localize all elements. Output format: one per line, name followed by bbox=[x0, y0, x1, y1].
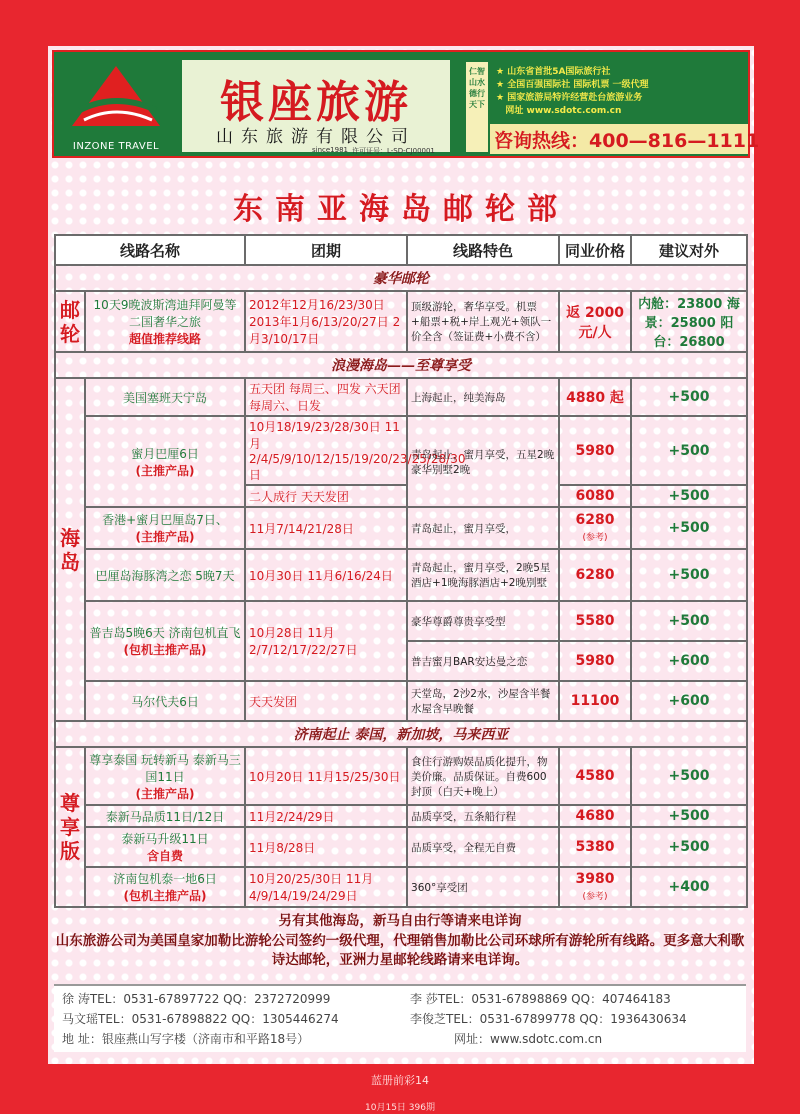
trade-price: 11100 bbox=[559, 681, 631, 721]
trade-price: 4880 起 bbox=[559, 378, 631, 416]
col-header: 团期 bbox=[245, 235, 407, 265]
route-features: 青岛起止，蜜月享受，2晚5星酒店+1晚海豚酒店+2晚别墅 bbox=[407, 549, 559, 601]
route-table bbox=[54, 234, 746, 908]
route-features: 品质享受，五条船行程 bbox=[407, 805, 559, 827]
trade-price: 5380 bbox=[559, 827, 631, 867]
route-name: 马尔代夫6日 bbox=[85, 681, 245, 721]
route-dates: 10月30日 11月6/16/24日 bbox=[245, 549, 407, 601]
table-row bbox=[55, 549, 747, 601]
route-dates: 11月2/24/29日 bbox=[245, 805, 407, 827]
trade-price: 5580 bbox=[559, 601, 631, 641]
route-features: 青岛起止，蜜月享受， bbox=[407, 507, 559, 549]
route-name: 10天9晚波斯湾迪拜阿曼等二国奢华之旅 超值推荐线路 bbox=[85, 291, 245, 352]
header-banner bbox=[52, 50, 760, 158]
table-row bbox=[55, 747, 747, 805]
route-dates: 10月28日 11月2/7/12/17/22/27日 bbox=[245, 601, 407, 681]
category-premium: 尊享版 bbox=[55, 747, 85, 907]
route-features: 青岛起止，蜜月享受，五星2晚豪华别墅2晚 bbox=[407, 416, 559, 507]
retail-price: +600 bbox=[631, 681, 747, 721]
route-features: 普吉蜜月BAR安达曼之恋 bbox=[407, 641, 559, 681]
band-jinan: 济南起止 泰国，新加坡，马来西亚 bbox=[55, 721, 747, 747]
route-features: 天堂岛，2沙2水，沙屋含半餐水屋含早晚餐 bbox=[407, 681, 559, 721]
trade-price: 4680 bbox=[559, 805, 631, 827]
company-name: 山东旅游有限公司 bbox=[216, 127, 416, 147]
trade-price: 4580 bbox=[559, 747, 631, 805]
category-cruise: 邮轮 bbox=[55, 291, 85, 352]
table-row bbox=[55, 601, 747, 641]
section-title: 东南亚海岛邮轮部 bbox=[233, 192, 569, 227]
company-logo bbox=[60, 62, 172, 152]
category-island: 海岛 bbox=[55, 378, 85, 721]
notice-line-2: 山东旅游公司为美国皇家加勒比游轮公司签约一级代理，代理销售加勒比公司环球所有游轮所有线路。更多意大利歌诗达邮轮，亚洲力星邮轮线路请来电详询。 bbox=[55, 933, 745, 968]
notice-line-1: 另有其他海岛，新马自由行等请来电详询 bbox=[278, 913, 522, 929]
table-row bbox=[55, 378, 747, 416]
col-header: 建议对外 bbox=[631, 235, 747, 265]
route-features: 豪华尊爵尊贵享受型 bbox=[407, 601, 559, 641]
col-header: 同业价格 bbox=[559, 235, 631, 265]
retail-price: +500 bbox=[631, 805, 747, 827]
contact-row: 李 莎TEL：0531-67898869 QQ：407464183 bbox=[410, 992, 671, 1006]
contact-row: 马文瑶TEL：0531-67898822 QQ：1305446274 bbox=[62, 1012, 339, 1026]
hotline-panel bbox=[490, 124, 760, 154]
contact-row: 李俊芝TEL：0531-67899778 QQ：1936430634 bbox=[410, 1012, 687, 1026]
retail-price: +500 bbox=[631, 747, 747, 805]
trade-price: 返 2000元/人 bbox=[559, 291, 631, 352]
route-dates: 10月20日 11月15/25/30日 bbox=[245, 747, 407, 805]
title-panel bbox=[182, 60, 450, 155]
trade-price: 5980 bbox=[559, 641, 631, 681]
brand-cn: 银座旅游 bbox=[220, 77, 412, 128]
retail-price: +500 bbox=[631, 827, 747, 867]
table-row bbox=[55, 507, 747, 549]
retail-price: +400 bbox=[631, 867, 747, 907]
route-dates: 2012年12月16/23/30日 2013年1月6/13/20/27日 2月3/10/17日 bbox=[245, 291, 407, 352]
retail-price: +500 bbox=[631, 601, 747, 641]
route-features: 360°享受团 bbox=[407, 867, 559, 907]
since-label: since1981 bbox=[312, 146, 348, 154]
license-number: 许可证号：L-SD-CJ00001 bbox=[352, 147, 435, 155]
route-name: 济南包机泰一地6日 (包机主推产品) bbox=[85, 867, 245, 907]
route-name: 蜜月巴厘6日 (主推产品) bbox=[85, 416, 245, 507]
route-dates: 10月18/19/23/28/30日 11月2/4/5/9/10/12/15/19/20/23/25/28/30日 bbox=[245, 416, 407, 485]
route-name: 尊享泰国 玩转新马 泰新马三国11日 (主推产品) bbox=[85, 747, 245, 805]
retail-price: +500 bbox=[631, 378, 747, 416]
qual-item: 网址 www.sdotc.com.cn bbox=[505, 106, 622, 116]
route-name: 香港+蜜月巴厘岛7日、 (主推产品) bbox=[85, 507, 245, 549]
address: 地 址：银座燕山写字楼（济南市和平路18号） bbox=[62, 1032, 310, 1046]
mountain-logo-icon bbox=[60, 62, 172, 134]
table-row bbox=[55, 867, 747, 907]
retail-price: +500 bbox=[631, 507, 747, 549]
website-link[interactable]: 网址：www.sdotc.com.cn bbox=[454, 1032, 603, 1046]
contact-panel bbox=[54, 984, 746, 1052]
trade-price: 5980 bbox=[559, 416, 631, 485]
table-row bbox=[55, 681, 747, 721]
trade-price: 6080 bbox=[559, 485, 631, 507]
route-name: 巴厘岛海豚湾之恋 5晚7天 bbox=[85, 549, 245, 601]
retail-price: 内舱：23800 海景：25800 阳台：26800 bbox=[631, 291, 747, 352]
route-dates: 二人成行 天天发团 bbox=[245, 485, 407, 507]
qual-item: ★ 国家旅游局特许经营赴台旅游业务 bbox=[496, 93, 643, 103]
route-features: 品质享受，全程无自费 bbox=[407, 827, 559, 867]
qual-item: ★ 全国百强国际社 国际机票 一级代理 bbox=[496, 80, 649, 90]
slogan: 仁智山水 德行天下 bbox=[466, 62, 488, 152]
col-header: 线路特色 bbox=[407, 235, 559, 265]
trade-price: 6280 (参考) bbox=[559, 507, 631, 549]
trade-price: 6280 bbox=[559, 549, 631, 601]
route-name: 泰新马升级11日 含自费 bbox=[85, 827, 245, 867]
qual-item: ★ 山东省首批5A国际旅行社 bbox=[496, 67, 611, 77]
contact-row: 徐 涛TEL：0531-67897722 QQ：2372720999 bbox=[62, 992, 331, 1006]
route-features: 上海起止，纯美海岛 bbox=[407, 378, 559, 416]
route-dates: 11月7/14/21/28日 bbox=[245, 507, 407, 549]
table-row bbox=[55, 416, 747, 485]
route-features: 顶级游轮，奢华享受。机票+船票+税+岸上观光+领队一价全含（签证费+小费不含） bbox=[407, 291, 559, 352]
route-name: 美国塞班天宁岛 bbox=[85, 378, 245, 416]
route-dates: 10月20/25/30日 11月4/9/14/19/24/29日 bbox=[245, 867, 407, 907]
band-cruise: 豪华邮轮 bbox=[55, 265, 747, 291]
issue-date: 10月15日 396期 bbox=[365, 1103, 435, 1113]
trade-price: 3980 (参考) bbox=[559, 867, 631, 907]
route-name: 泰新马品质11日/12日 bbox=[85, 805, 245, 827]
retail-price: +600 bbox=[631, 641, 747, 681]
page-number: 蓝册前彩14 bbox=[371, 1074, 429, 1087]
retail-price: +500 bbox=[631, 416, 747, 485]
route-name: 普吉岛5晚6天 济南包机直飞 (包机主推产品) bbox=[85, 601, 245, 681]
route-dates: 天天发团 bbox=[245, 681, 407, 721]
retail-price: +500 bbox=[631, 485, 747, 507]
hotline[interactable]: 咨询热线：400—816—1111 bbox=[494, 130, 760, 152]
route-features: 食住行游购娱品质化提升，物美价廉。品质保证。自费600封顶（白天+晚上） bbox=[407, 747, 559, 805]
route-dates: 五天团 每周三、四发 六天团 每周六、日发 bbox=[245, 378, 407, 416]
table-row bbox=[55, 291, 747, 352]
table-header-row bbox=[55, 235, 747, 265]
brand-en: INZONE TRAVEL bbox=[72, 141, 160, 152]
table-row bbox=[55, 805, 747, 827]
col-header: 线路名称 bbox=[55, 235, 245, 265]
retail-price: +500 bbox=[631, 549, 747, 601]
route-dates: 11月8/28日 bbox=[245, 827, 407, 867]
page-sheet bbox=[48, 46, 760, 1064]
table-row bbox=[55, 827, 747, 867]
band-island: 浪漫海岛——至尊享受 bbox=[55, 352, 747, 378]
qualification-list bbox=[496, 66, 746, 118]
